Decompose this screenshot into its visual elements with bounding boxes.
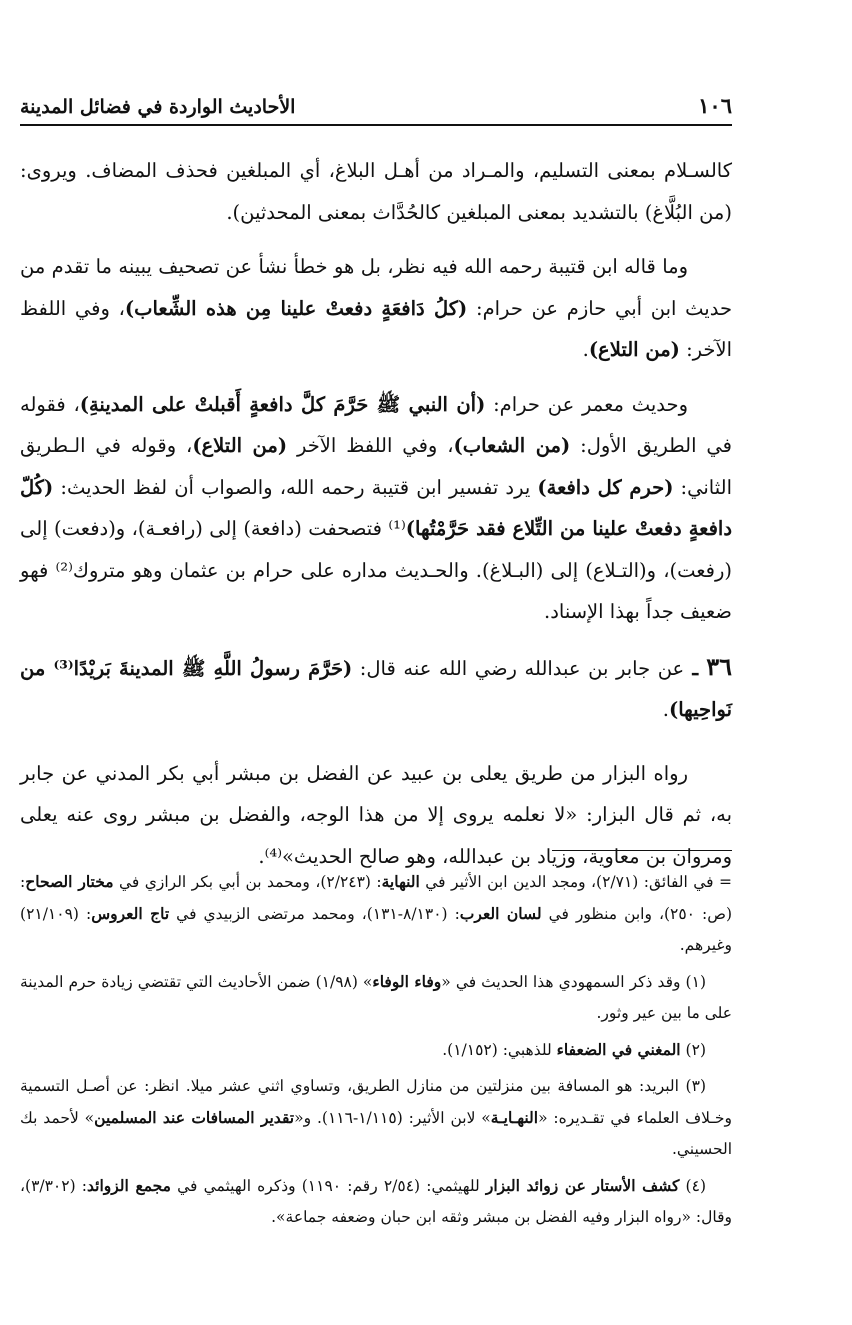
- footnotes: [20, 866, 732, 1238]
- p4-text-c: .: [258, 844, 265, 868]
- fn4-a: (٤): [679, 1177, 706, 1195]
- p3-text-g: ، وقوله في الـطريق الثاني:: [20, 434, 732, 499]
- fn4-e: : (٣/٣٠٢)، وقال: «رواه البزار وفيه الفضل بن مبشر وثقه ابن حبان وضعفه جماعة».: [20, 1177, 732, 1226]
- p4-footnote-ref: ⁽⁴⁾: [264, 844, 282, 868]
- p2-text-e: .: [582, 338, 589, 361]
- fn-cont-f: لسان العرب: [459, 904, 542, 923]
- running-title: الأحاديث الواردة في فضائل المدينة: [20, 96, 296, 118]
- fn3-e: » لأحمد بك الحسيني.: [20, 1109, 732, 1158]
- p3-text-a: وحديث معمر عن حرام:: [485, 392, 688, 416]
- fn4-c: للهيثمي: (٢/٥٤ رقم: ١١٩٠) وذكره الهيثمي في: [170, 1177, 486, 1195]
- paragraph-4: [20, 753, 732, 878]
- fn-cont-c: : (٢/٢٤٣)، ومحمد بن أبي بكر الرازي في: [113, 873, 382, 891]
- p3-text-k: ⁽¹⁾ فتصحفت (دافعة) إلى (رافعـة)، و(دفعت) إلى (رفعت)، و(التـلاع) إلى (البـلاغ). والحـديث مداره على حرام بن عثمان وهو متروك⁽²⁾ فهو ضعيف جداً بهذا الإسناد.: [20, 517, 732, 623]
- footnote-2: [20, 1034, 732, 1066]
- fn1-b: وفاء الوفاء: [372, 972, 442, 991]
- fn3-c: » لابن الأثير: (١/١١٥-١١٦). و«: [294, 1109, 491, 1127]
- fn3-d: تقدير المسافات عند المسلمين: [94, 1108, 295, 1127]
- fn-cont-g: : (٨/١٣٠-١٣١)، ومحمد مرتضى الزبيدي في: [169, 905, 460, 923]
- main-text: [20, 150, 732, 877]
- fn4-b: كشف الأستار عن زوائد البزار: [485, 1176, 680, 1195]
- p4-text-a: رواه البزار من طريق يعلى بن عبيد عن الفضل بن مبشر أبي بكر المدني عن جابر به، ثم قال البزار: «لا نعلمه يروى إلا من هذا الوجه، والفضل بن مبشر روى عنه يعلى ومروان بن معاوية، وزياد بن عبدالله، وهو صالح الحديث»: [20, 761, 732, 868]
- page-number: ١٠٦: [698, 93, 732, 118]
- footnote-rule: [552, 850, 732, 851]
- p2-quote-tilaa: (من التلاع): [588, 338, 680, 361]
- hadith-text: (حَرَّمَ رسولُ اللَّهِ ﷺ المدينةَ بَريْدًا⁽³⁾ من نَواحِيها): [20, 656, 732, 721]
- page-header: [20, 78, 732, 118]
- paragraph-2: [20, 246, 732, 371]
- hadith-number: ٣٦: [706, 651, 732, 681]
- fn-cont-e: : (ص: ٢٥٠)، وابن منظور في: [20, 873, 733, 923]
- fn-cont-a: = في الفائق: (٢/٧١)، ومجد الدين ابن الأثير في: [419, 873, 732, 891]
- p2-text-a: وما قاله ابن قتيبة رحمه الله فيه نظر، بل هو خطأ نشأ عن تصحيف يبينه ما تقدم من حديث ابن أبي حازم عن حرام:: [20, 255, 733, 320]
- p3-text-i: يرد تفسير ابن قتيبة رحمه الله، والصواب أن لفظ الحديث:: [53, 475, 538, 499]
- fn3-a: (٣) البريد: هو المسافة بين منزلتين من منازل الطريق، وتساوي اثني عشر ميلا. انظر: عن أصـل التسمية وخـلاف العلماء في تقـديره: «: [20, 1077, 732, 1127]
- p2-text-c: ، وفي اللفظ الآخر:: [20, 296, 732, 361]
- p3-text-e: ، وفي اللفظ الآخر: [287, 434, 454, 457]
- p3-quote-4: (حرم كل دافعة): [537, 475, 674, 499]
- p2-quote-shiab: (كلُ دَافعَةٍ دفعتْ علينا مِن هذه الشِّعاب): [124, 296, 468, 320]
- hadith-end: .: [662, 698, 669, 721]
- fn2-a: (٢): [680, 1041, 706, 1059]
- paragraph-1: [20, 150, 732, 233]
- paragraph-3: [20, 384, 732, 633]
- fn4-d: مجمع الزوائد: [87, 1176, 171, 1195]
- footnote-continued: [20, 866, 732, 961]
- p3-quote-1: (أن النبي ﷺ حَرَّمَ كلَّ دافعةٍ أَقبلتْ على المدينةِ): [79, 392, 486, 416]
- fn-cont-b: النهاية: [381, 872, 420, 891]
- hadith-dash: ـ: [684, 656, 707, 680]
- fn1-c: » (١/٩٨) ضمن الأحاديث التي تقتضي زيادة حرم المدينة على ما بين عير وثور.: [20, 973, 732, 1022]
- footnote-4: [20, 1170, 732, 1233]
- p3-text-c: ، فقوله في الطريق الأول:: [20, 392, 732, 457]
- fn1-a: (١) وقد ذكر السمهودي هذا الحديث في «: [441, 973, 706, 991]
- fn-cont-h: تاج العروس: [91, 904, 170, 923]
- footnote-3: [20, 1071, 732, 1165]
- header-rule: [20, 124, 732, 126]
- fn-cont-d: مختار الصحاح: [25, 872, 114, 891]
- fn2-c: للذهبي: (١/١٥٢).: [442, 1041, 557, 1059]
- fn3-b: النهـايـة: [490, 1108, 539, 1127]
- fn-cont-i: : (٢١/١٠٩) وغيرهم.: [20, 905, 732, 954]
- footnote-1: [20, 966, 732, 1029]
- fn2-b: المغني في الضعفاء: [556, 1040, 681, 1059]
- hadith-36: [20, 646, 732, 731]
- hadith-intro: عن جابر بن عبدالله رضي الله عنه قال:: [352, 656, 685, 680]
- paragraph-1-text: كالسـلام بمعنى التسليم، والمـراد من أهـل البلاغ، أي المبلغين فحذف المضاف. ويروى: (من البُلَّاغ) بالتشديد بمعنى المبلغين كالحُدَّاث بمعنى المحدثين).: [20, 159, 732, 224]
- p3-quote-5: (كُلّ دافعةٍ دفعتْ علينا من التِّلاع فقد حَرَّمْتُها): [20, 475, 733, 540]
- p3-quote-2: (من الشعاب): [453, 434, 571, 457]
- p3-quote-3: (من التلاع): [192, 434, 288, 457]
